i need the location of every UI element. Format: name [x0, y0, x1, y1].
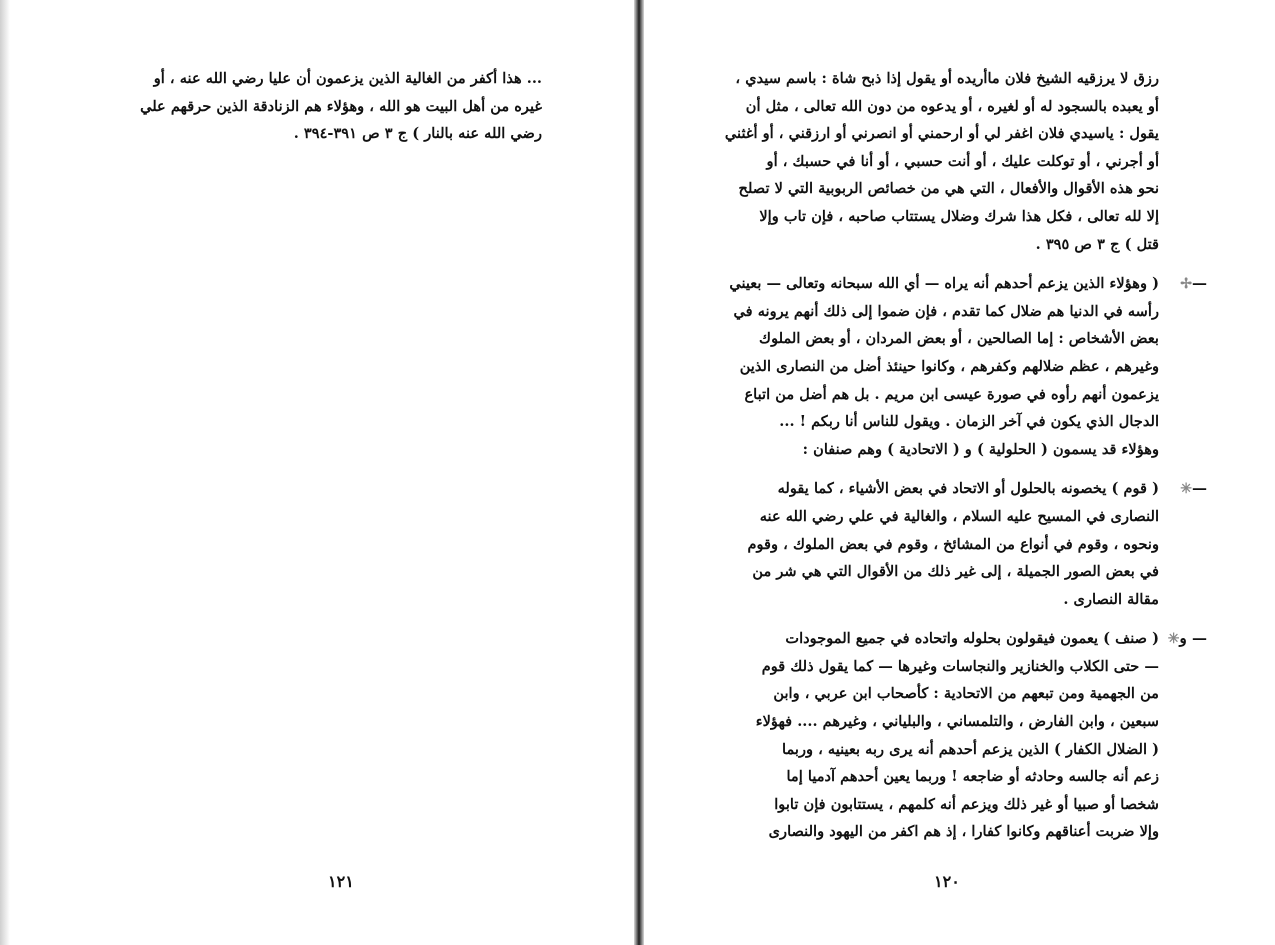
paragraph-marker: —✢ [1180, 274, 1207, 293]
text-line: وهؤلاء قد يسمون ( الحلولية ) و ( الاتحادية ) وهم صنفان : [802, 440, 1159, 458]
right-page-number: ١٢٠ [934, 872, 960, 891]
text-line: يزعمون أنهم رأوه في صورة عيسى ابن مريم . بل هم أضل من اتباع [744, 385, 1159, 403]
text-line: وغيرهم ، عظم ضلالهم وكفرهم ، وكانوا حينئذ أضل من النصارى الذين [739, 357, 1159, 375]
text-line: مقالة النصارى . [1063, 590, 1159, 608]
text-line: يقول : ياسيدي فلان اغفر لي أو ارحمني أو انصرني أو ارزقني ، أو أغثني [724, 125, 1159, 143]
text-line: بعض الأشخاص : إما الصالحين ، أو بعض المردان ، أو بعض الملوك [759, 330, 1159, 348]
margin-star-icon: ✢ [1180, 276, 1192, 293]
text-line: رأسه في الدنيا هم ضلال كما تقدم ، فإن ضموا إلى ذلك أنهم يرونه في [733, 302, 1159, 320]
text-line: شخصا أو صبيا أو غير ذلك ويزعم أنه كلمهم ، يستتابون فإن تابوا [774, 795, 1159, 813]
left-page-number: ١٢١ [328, 872, 354, 891]
right-page-text [710, 65, 1207, 858]
text-line: ... هذا أكفر من الغالية الذين يزعمون أن عليا رضي الله عنه ، أو [153, 70, 542, 87]
page-edge-shadow [0, 0, 10, 945]
text-line: — حتى الكلاب والخنازير والنجاسات وغيرها — كما يقول ذلك قوم [761, 657, 1159, 675]
left-page-text [118, 65, 542, 148]
text-line: رضي الله عنه بالنار ) ج ٣ ص ٣٩١-٣٩٤ . [293, 125, 542, 143]
text-line: ونحوه ، وقوم في أنواع من المشائخ ، وقوم في بعض الملوك ، وقوم [747, 535, 1159, 553]
paragraph-marker: —✳ [1180, 479, 1207, 498]
text-line: في بعض الصور الجميلة ، إلى غير ذلك من الأقوال التي هي شر من [752, 563, 1159, 581]
text-line: النصارى في المسيح عليه السلام ، والغالية في علي رضي الله عنه [759, 507, 1159, 525]
paragraph-2 [710, 270, 1207, 463]
text-line: إلا لله تعالى ، فكل هذا شرك وضلال يستتاب صاحبه ، فإن تاب وإلا [759, 207, 1159, 225]
text-line: نحو هذه الأقوال والأفعال ، التي هي من خصائص الربوبية التي لا تصلح [738, 180, 1159, 198]
text-line: غيره من أهل البيت هو الله ، وهؤلاء هم الزنادقة الذين حرقهم علي [140, 97, 542, 115]
text-line: وإلا ضربت أعناقهم وكانوا كفارا ، إذ هم اكفر من اليهود والنصارى [768, 823, 1159, 841]
paragraph-4 [710, 625, 1207, 846]
text-line: أو أجرني ، أو توكلت عليك ، أو أنت حسبي ، أو أنا في حسبك ، أو [766, 152, 1159, 170]
paragraph-3 [710, 475, 1207, 613]
left-page [0, 0, 636, 945]
text-line: ( الضلال الكفار ) الذين يزعم أحدهم أنه يرى ربه بعينيه ، وربما [782, 740, 1159, 758]
text-line: رزق لا يرزقيه الشيخ فلان ماأريده أو يقول إذا ذبح شاة : باسم سيدي ، [735, 70, 1159, 87]
text-line: ( قوم ) يخصونه بالحلول أو الاتحاد في بعض الأشياء ، كما يقوله [777, 480, 1159, 498]
right-page [644, 0, 1275, 945]
text-line: أو يعبده بالسجود له أو لغيره ، أو يدعوه من دون الله تعالى ، مثل أن [745, 97, 1159, 115]
paragraph-marker: — و✳ [1167, 629, 1207, 648]
text-line: قتل ) ج ٣ ص ٣٩٥ . [1035, 235, 1159, 253]
margin-star-icon: ✳ [1167, 631, 1180, 648]
text-line: ( وهؤلاء الذين يزعم أحدهم أنه يراه — أي الله سبحانه وتعالى — بعيني [729, 275, 1159, 293]
paragraph-1 [710, 65, 1159, 258]
text-line: ( صنف ) يعمون فيقولون بحلوله واتحاده في جميع الموجودات [785, 630, 1159, 648]
book-spine [634, 0, 644, 945]
text-line: الدجال الذي يكون في آخر الزمان . ويقول للناس أنا ربكم ! ... [779, 413, 1159, 431]
margin-star-icon: ✳ [1180, 481, 1192, 498]
text-line: من الجهمية ومن تبعهم من الاتحادية : كأصحاب ابن عربي ، وابن [773, 685, 1159, 703]
text-line: زعم أنه جالسه وحادثه أو ضاجعه ! وربما يعين أحدهم آدميا إما [786, 768, 1159, 786]
text-line: سبعين ، وابن الفارض ، والتلمساني ، والبلياني ، وغيرهم .... فهؤلاء [755, 713, 1159, 731]
